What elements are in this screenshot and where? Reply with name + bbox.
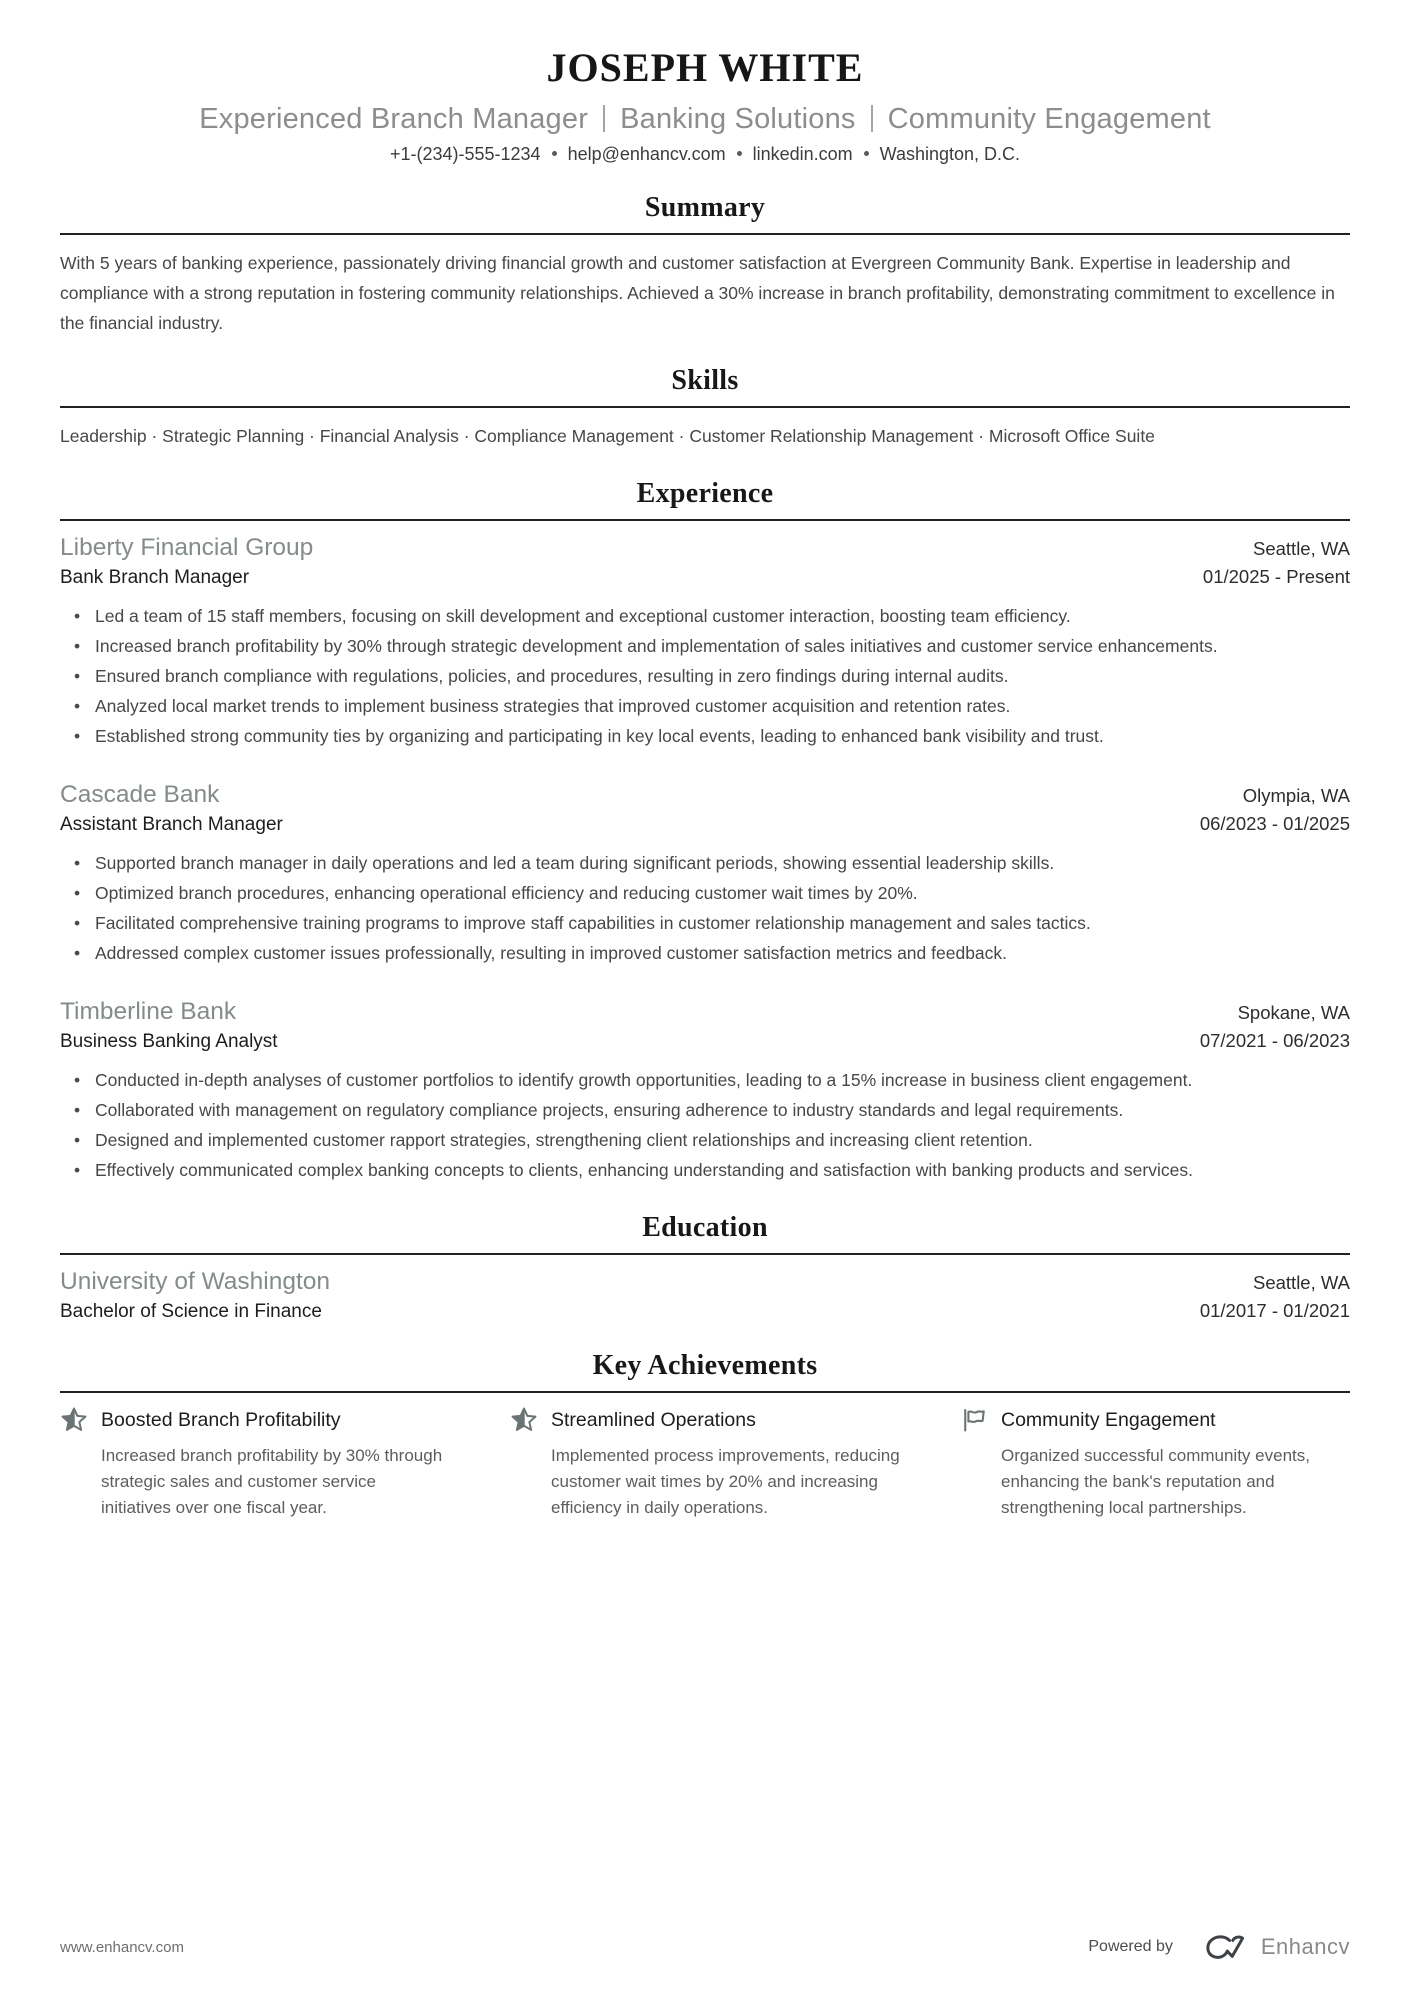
entry-header-row [60, 1268, 1350, 1296]
resume-entry [60, 781, 1350, 968]
entry-role: Bank Branch Manager [60, 567, 250, 588]
achievement-header [60, 1406, 450, 1434]
enhancv-brand-name[interactable]: Enhancv [1260, 1934, 1350, 1959]
headline-segment: Experienced Branch Manager [199, 103, 589, 135]
entry-bullet: • Led a team of 15 staff members, focusing on skill development and exceptional customer interaction, boosting team efficiency. [95, 601, 1350, 631]
contact-separator-dot [864, 151, 869, 156]
entry-bullet: • Addressed complex customer issues professionally, resulting in improved customer satisfaction metrics and feedback. [95, 938, 1350, 968]
entry-header-row [60, 998, 1350, 1026]
contact-separator-dot [737, 151, 742, 156]
achievement-title: Community Engagement [1001, 1408, 1216, 1431]
achievement-header [510, 1406, 900, 1434]
entry-dates: 01/2025 - Present [1202, 566, 1350, 587]
section-key-achievements [60, 1323, 1350, 1521]
website-link[interactable]: www.enhancv.com [60, 1938, 184, 1956]
achievements-section-title: Key Achievements [592, 1350, 818, 1381]
achievement-item [960, 1406, 1350, 1521]
entry-dates: 07/2021 - 06/2023 [1199, 1030, 1350, 1051]
section-experience [60, 451, 1350, 1185]
entry-location: Seattle, WA [1253, 538, 1350, 559]
entry-location: Olympia, WA [1242, 785, 1350, 806]
entry-bullet: • Collaborated with management on regulatory compliance projects, ensuring adherence to industry standards and legal requirements. [95, 1095, 1350, 1125]
entry-bullet: • Designed and implemented customer rapport strategies, strengthening client relationships and increasing client retention. [95, 1125, 1350, 1155]
section-divider [60, 1391, 1350, 1393]
powered-by-label: Powered by [1088, 1938, 1173, 1955]
linkedin-link[interactable]: linkedin.com [752, 144, 853, 164]
headline-segment: Community Engagement [887, 103, 1211, 135]
achievement-text: Increased branch profitability by 30% through strategic sales and customer service initiatives over one fiscal year. [101, 1446, 443, 1517]
section-divider [60, 406, 1350, 408]
person-name: JOSEPH WHITE [546, 45, 864, 90]
headline [60, 101, 1350, 137]
achievement-header [960, 1406, 1350, 1434]
entry-bullet: • Facilitated comprehensive training programs to improve staff capabilities in customer relationship management and sales tactics. [95, 908, 1350, 938]
entry-role: Assistant Branch Manager [60, 814, 283, 835]
entry-bullet: • Effectively communicated complex banking concepts to clients, enhancing understanding and satisfaction with banking products and services. [95, 1155, 1350, 1185]
resume-entry [60, 1268, 1350, 1323]
entry-bullet: • Ensured branch compliance with regulations, policies, and procedures, resulting in zero findings during internal audits. [95, 661, 1350, 691]
achievement-title: Streamlined Operations [551, 1408, 756, 1431]
entry-bullet-list [60, 1065, 1350, 1185]
resume-header [60, 38, 1350, 165]
entry-bullet: • Supported branch manager in daily operations and led a team during significant periods, showing essential leadership skills. [95, 848, 1350, 878]
entry-subheader-row [60, 809, 1350, 836]
contact-row [60, 144, 1350, 165]
entry-location: Seattle, WA [1253, 1272, 1350, 1293]
entry-bullet: • Increased branch profitability by 30% through strategic development and implementation of sales initiatives and customer service enhancements. [95, 631, 1350, 661]
entry-bullet-list [60, 848, 1350, 968]
entry-header-row [60, 781, 1350, 809]
education-entries [60, 1268, 1350, 1323]
powered-by [1088, 1933, 1350, 1961]
entry-bullet: • Optimized branch procedures, enhancing operational efficiency and reducing customer wait times by 20%. [95, 878, 1350, 908]
entry-subheader-row [60, 562, 1350, 589]
phone-number: +1-(234)-555-1234 [389, 144, 541, 164]
resume-entry [60, 534, 1350, 751]
section-summary [60, 165, 1350, 338]
achievements-grid [60, 1406, 1350, 1521]
education-section-title: Education [642, 1212, 768, 1243]
headline-divider [603, 105, 605, 132]
experience-entries [60, 534, 1350, 1185]
entry-bullet: • Analyzed local market trends to implement business strategies that improved customer acquisition and retention rates. [95, 691, 1350, 721]
enhancv-logo-icon [1201, 1933, 1247, 1961]
entry-bullet-list [60, 601, 1350, 751]
section-education [60, 1185, 1350, 1323]
summary-text: With 5 years of banking experience, passionately driving financial growth and customer satisfaction at Evergreen Community Bank. Expertise in leadership and compliance with a strong reputation in fostering community relationships. Achieved a 30% increase in branch profitability, demonstrating commitment to excellence in the financial industry. [60, 253, 1335, 333]
entry-subheader-row [60, 1296, 1350, 1323]
flag-icon [960, 1406, 988, 1434]
section-divider [60, 1253, 1350, 1255]
achievement-text: Organized successful community events, enhancing the bank's reputation and strengthening local partnerships. [1001, 1446, 1310, 1517]
achievement-title: Boosted Branch Profitability [101, 1408, 341, 1431]
entry-header-row [60, 534, 1350, 562]
email-link[interactable]: help@enhancv.com [567, 144, 726, 164]
contact-separator-dot [552, 151, 557, 156]
entry-dates: 01/2017 - 01/2021 [1199, 1300, 1350, 1321]
entry-company: Timberline Bank [60, 998, 237, 1025]
entry-bullet: • Conducted in-depth analyses of customer portfolios to identify growth opportunities, leading to a 15% increase in business client engagement. [95, 1065, 1350, 1095]
section-divider [60, 519, 1350, 521]
achievement-text: Implemented process improvements, reducing customer wait times by 20% and increasing efficiency in daily operations. [551, 1446, 900, 1517]
location-text: Washington, D.C. [879, 144, 1021, 164]
achievement-item [60, 1406, 450, 1521]
summary-section-title: Summary [644, 192, 766, 223]
star-icon [510, 1406, 538, 1434]
entry-role: Business Banking Analyst [60, 1031, 278, 1052]
skills-list: Leadership · Strategic Planning · Financial Analysis · Compliance Management · Customer Relationship Management · Microsoft Office Suite [60, 426, 1155, 446]
page-footer [60, 1933, 1350, 1961]
entry-company: Cascade Bank [60, 781, 220, 808]
achievement-item [510, 1406, 900, 1521]
headline-segment: Banking Solutions [620, 103, 856, 135]
section-skills [60, 338, 1350, 451]
experience-section-title: Experience [636, 478, 774, 509]
skills-section-title: Skills [671, 365, 739, 396]
section-divider [60, 233, 1350, 235]
entry-subheader-row [60, 1026, 1350, 1053]
headline-divider [871, 105, 873, 132]
entry-bullet: • Established strong community ties by organizing and participating in key local events, leading to enhanced bank visibility and trust. [95, 721, 1350, 751]
entry-company: Liberty Financial Group [60, 534, 314, 561]
entry-company: University of Washington [60, 1268, 331, 1295]
entry-role: Bachelor of Science in Finance [60, 1301, 322, 1322]
star-icon [60, 1406, 88, 1434]
resume-entry [60, 998, 1350, 1185]
entry-location: Spokane, WA [1237, 1002, 1350, 1023]
entry-dates: 06/2023 - 01/2025 [1199, 813, 1350, 834]
